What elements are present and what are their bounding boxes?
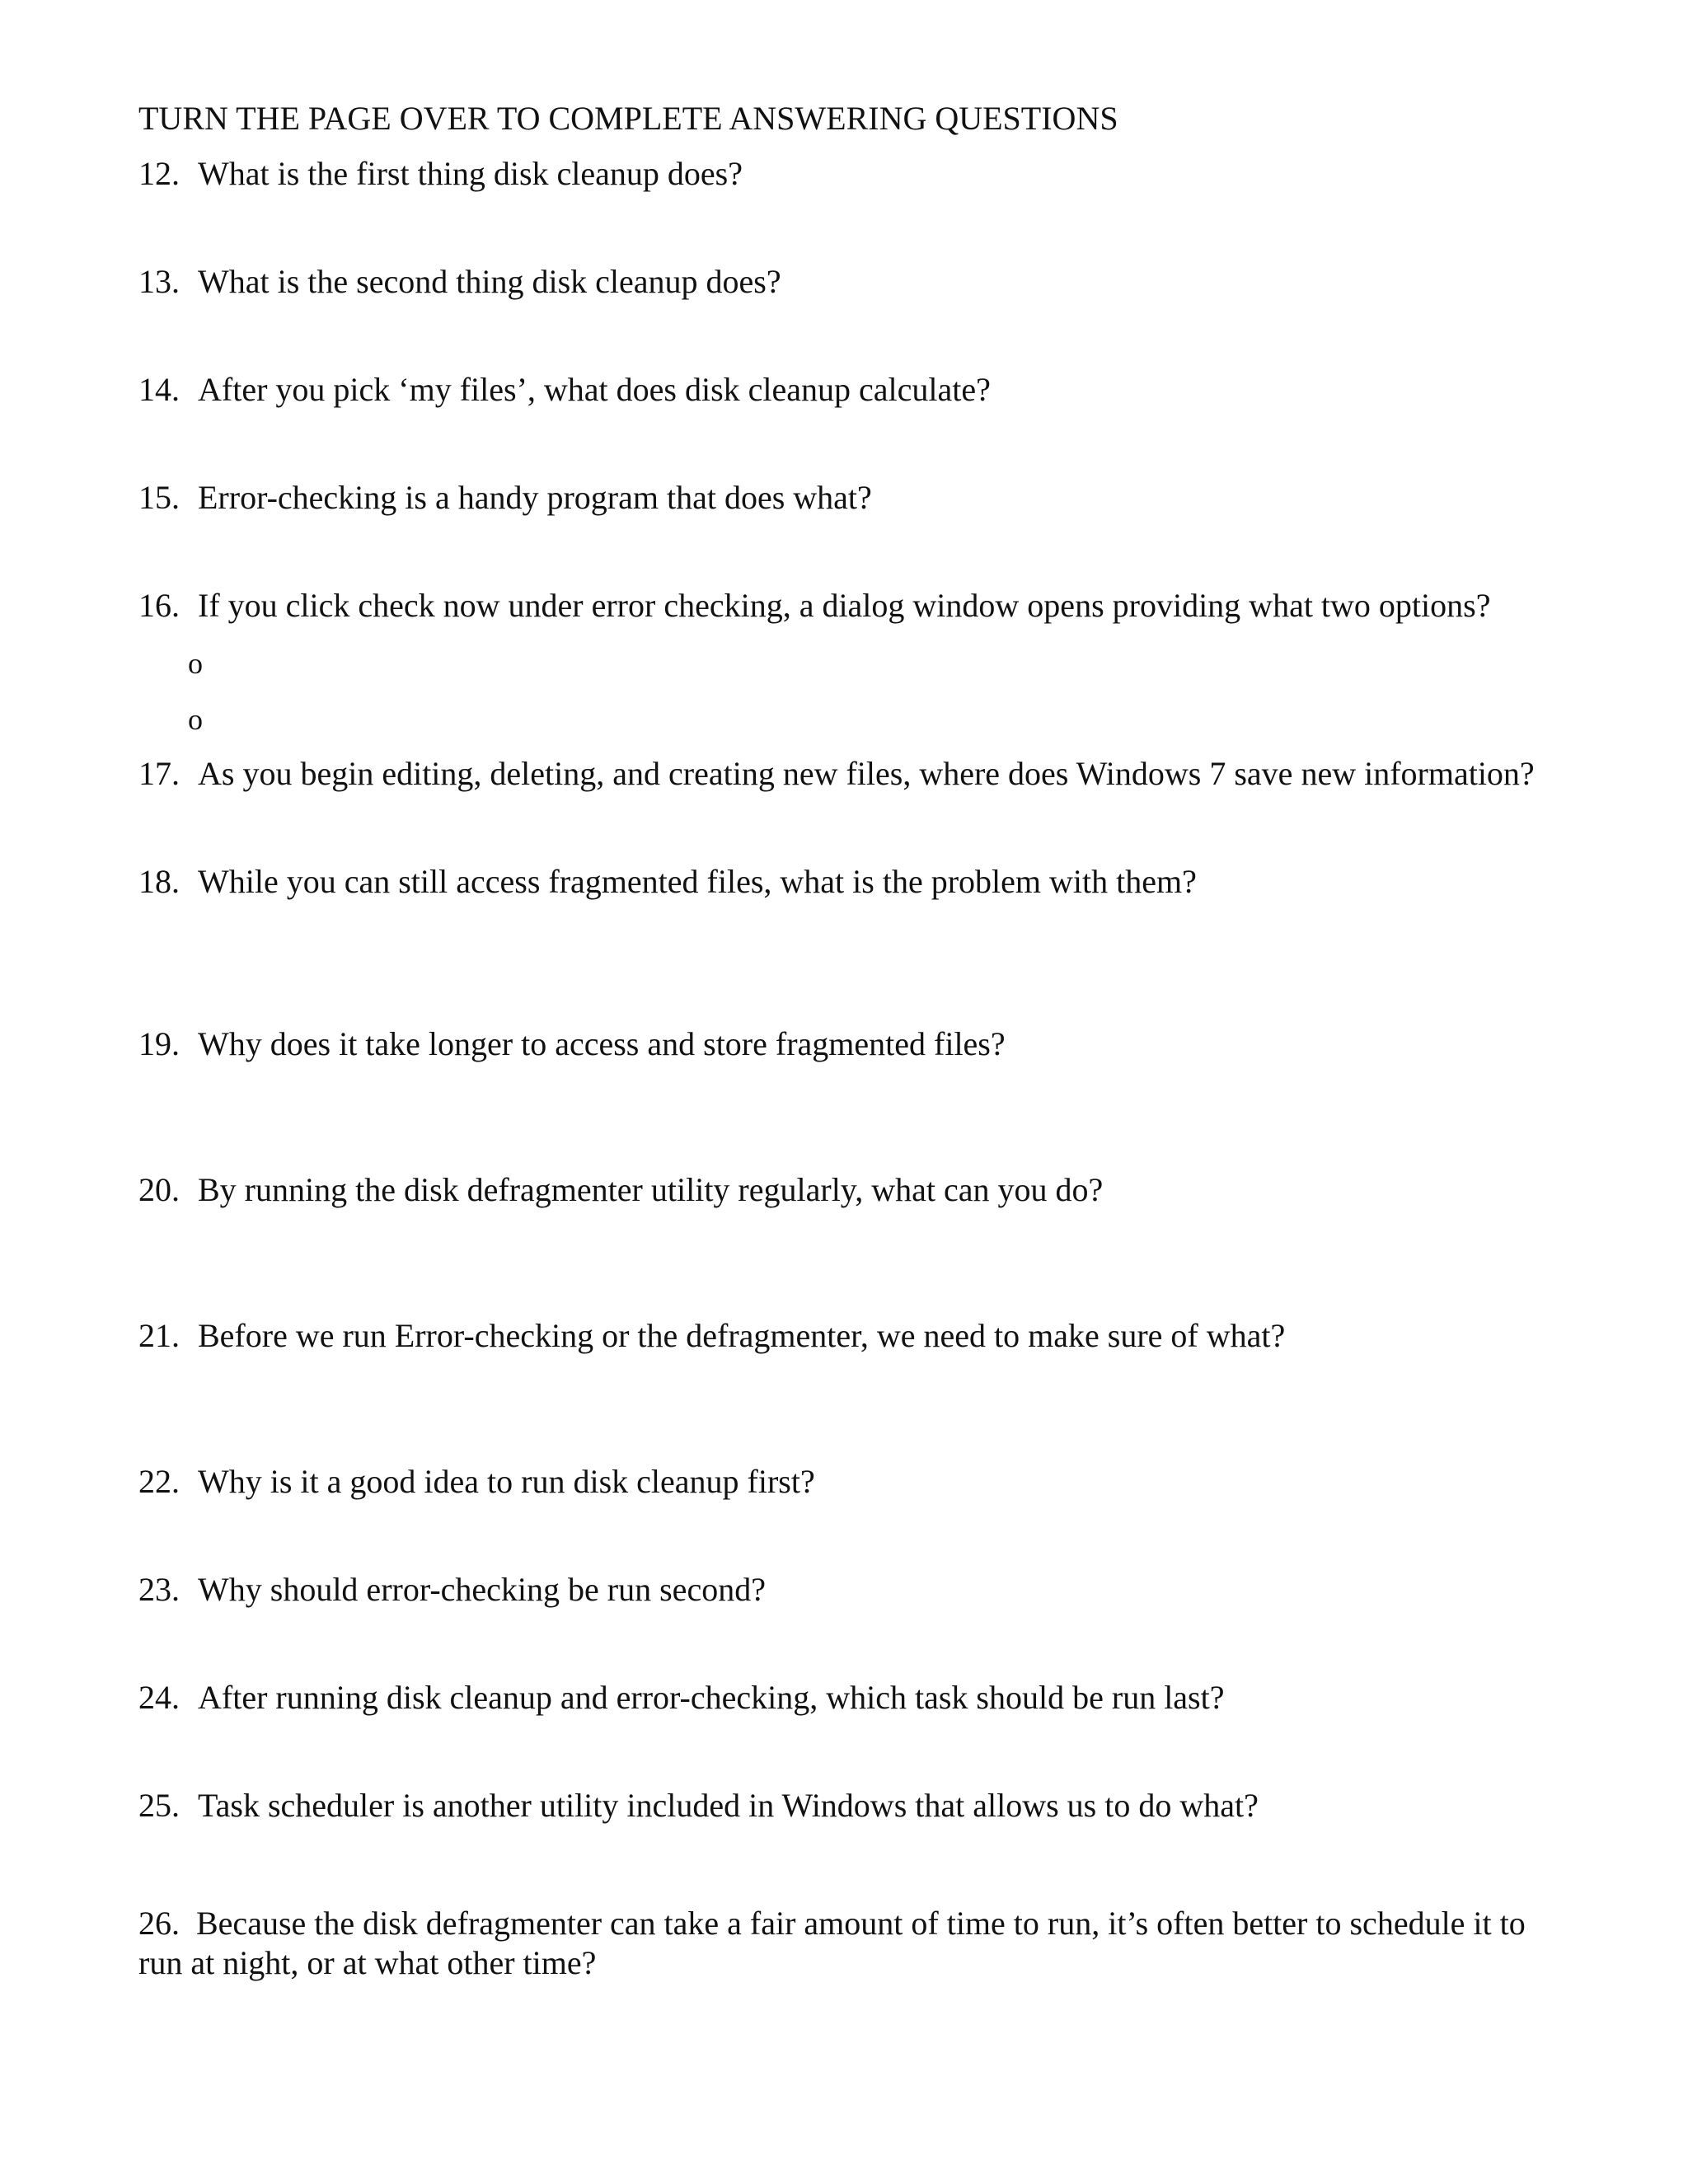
question-14 — [138, 370, 991, 410]
question-number: 15. — [138, 479, 180, 516]
question-number: 18. — [138, 863, 180, 900]
question-24 — [138, 1678, 1225, 1718]
question-text: Why does it take longer to access and store fragmented files? — [198, 1025, 1006, 1062]
question-number: 23. — [138, 1571, 180, 1608]
question-number: 16. — [138, 587, 180, 624]
question-17 — [138, 754, 1535, 794]
question-number: 21. — [138, 1317, 180, 1354]
question-19 — [138, 1024, 1006, 1064]
question-23 — [138, 1570, 766, 1610]
question-text: Because the disk defragmenter can take a fair amount of time to run, it’s often better to schedule it to run at night, or at what other time? — [138, 1905, 1526, 1981]
question-text: Why is it a good idea to run disk cleanup first? — [198, 1463, 815, 1500]
question-number: 13. — [138, 263, 180, 300]
question-text: Error-checking is a handy program that does what? — [198, 479, 872, 516]
question-number: 20. — [138, 1171, 180, 1208]
page-header: TURN THE PAGE OVER TO COMPLETE ANSWERING QUESTIONS — [138, 100, 1118, 137]
question-text: Task scheduler is another utility included in Windows that allows us to do what? — [198, 1787, 1259, 1824]
question-number: 25. — [138, 1787, 180, 1824]
question-text: Before we run Error-checking or the defragmenter, we need to make sure of what? — [198, 1317, 1286, 1354]
question-18 — [138, 862, 1197, 902]
question-15 — [138, 478, 872, 518]
question-26 — [138, 1904, 1540, 1983]
question-text: After you pick ‘my files’, what does disk cleanup calculate? — [198, 371, 991, 408]
question-number: 14. — [138, 371, 180, 408]
question-number: 19. — [138, 1025, 180, 1062]
question-text: What is the first thing disk cleanup does? — [198, 155, 743, 192]
question-text: After running disk cleanup and error-checking, which task should be run last? — [198, 1679, 1225, 1716]
question-text: While you can still access fragmented files, what is the problem with them? — [198, 863, 1197, 900]
question-16 — [138, 586, 1490, 626]
question-text: Why should error-checking be run second? — [198, 1571, 766, 1608]
question-20 — [138, 1170, 1103, 1210]
question-13 — [138, 262, 781, 302]
question-21 — [138, 1316, 1285, 1356]
question-number: 22. — [138, 1463, 180, 1500]
question-number: 12. — [138, 155, 180, 192]
question-number: 17. — [138, 755, 180, 792]
question-text: By running the disk defragmenter utility regularly, what can you do? — [198, 1171, 1104, 1208]
question-text: What is the second thing disk cleanup does? — [198, 263, 781, 300]
question-text: As you begin editing, deleting, and creating new files, where does Windows 7 save new information? — [198, 755, 1535, 792]
question-25 — [138, 1786, 1259, 1825]
question-22 — [138, 1462, 815, 1502]
question-number: 26. — [138, 1905, 180, 1942]
question-12 — [138, 154, 743, 194]
question-number: 24. — [138, 1679, 180, 1716]
question-text: If you click check now under error checking, a dialog window opens providing what two options? — [198, 587, 1491, 624]
option-bullet-2: o — [188, 703, 203, 736]
option-bullet-1: o — [188, 647, 203, 680]
